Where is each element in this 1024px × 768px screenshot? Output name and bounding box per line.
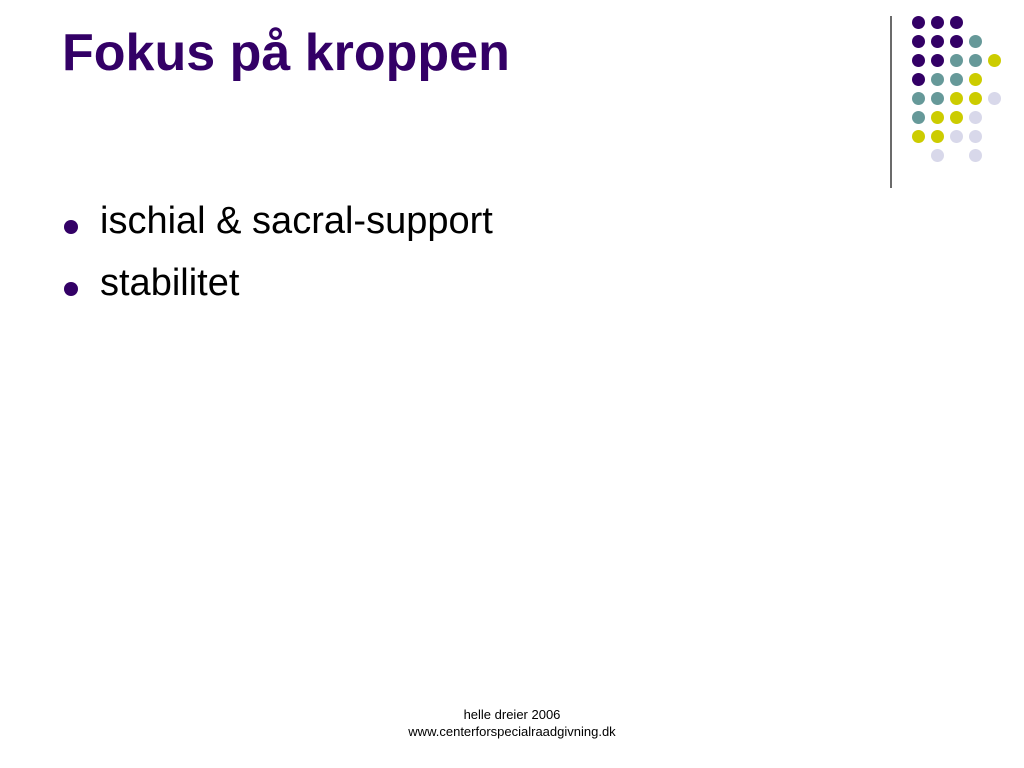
footer-url: www.centerforspecialraadgivning.dk (408, 724, 616, 739)
decorative-dot-icon (969, 111, 982, 124)
bullet-text: stabilitet (100, 262, 240, 304)
footer-author: helle dreier 2006 (463, 707, 561, 722)
decorative-dot-icon (912, 35, 925, 48)
decorative-dot-icon (912, 111, 925, 124)
decorative-dot-icon (931, 149, 944, 162)
decorative-dot-icon (912, 130, 925, 143)
decorative-dot-icon (950, 16, 963, 29)
vertical-divider (890, 16, 892, 188)
decorative-dot-icon (969, 92, 982, 105)
decorative-dot-icon (988, 54, 1001, 67)
decorative-dot-icon (931, 16, 944, 29)
bullet-item (62, 264, 493, 326)
decorative-dot-icon (969, 35, 982, 48)
decorative-dot-icon (931, 35, 944, 48)
slide-title: Fokus på kroppen (62, 24, 510, 82)
decorative-dot-icon (912, 73, 925, 86)
decorative-dot-icon (969, 54, 982, 67)
decorative-dot-icon (931, 92, 944, 105)
decorative-dot-icon (969, 149, 982, 162)
slide-footer (362, 706, 662, 740)
decorative-dot-icon (912, 54, 925, 67)
decorative-dot-icon (969, 130, 982, 143)
decorative-dot-icon (931, 54, 944, 67)
decorative-dot-icon (931, 111, 944, 124)
decorative-dot-icon (931, 73, 944, 86)
decorative-dot-icon (988, 92, 1001, 105)
decorative-dot-icon (969, 73, 982, 86)
decorative-dot-icon (950, 92, 963, 105)
decorative-dot-icon (950, 73, 963, 86)
decorative-dot-icon (950, 35, 963, 48)
decorative-dot-icon (912, 92, 925, 105)
decorative-dot-icon (950, 130, 963, 143)
decorative-dot-icon (912, 16, 925, 29)
bullet-list (62, 202, 493, 326)
decorative-dot-icon (950, 54, 963, 67)
bullet-dot-icon (64, 220, 78, 234)
bullet-item (62, 202, 493, 264)
bullet-dot-icon (64, 282, 78, 296)
decorative-dot-icon (950, 111, 963, 124)
decorative-dot-icon (931, 130, 944, 143)
bullet-text: ischial & sacral-support (100, 200, 493, 242)
